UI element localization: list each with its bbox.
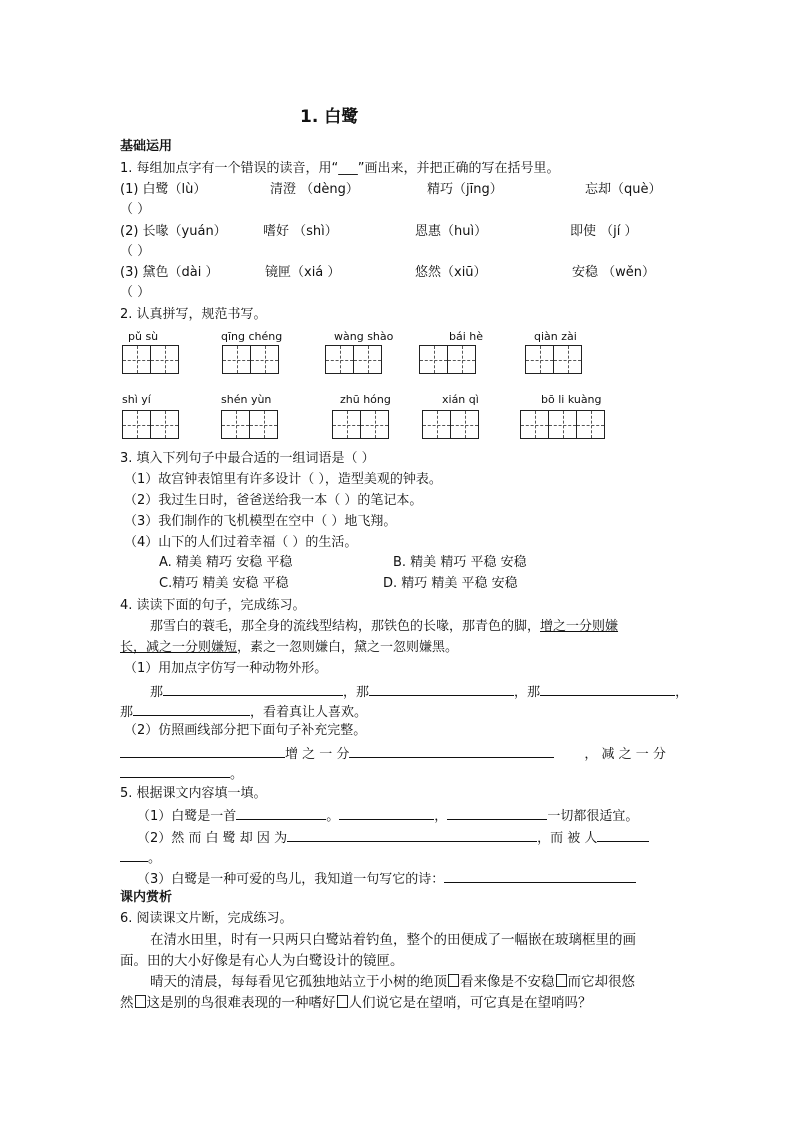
q3-option-d[interactable]: D. 精巧 精美 平稳 安稳 (383, 576, 518, 591)
q4-passage-underlined: 增之一分则嫌 (540, 619, 619, 634)
q5-text: 一切都很适宜。 (547, 809, 639, 824)
pinyin-shenyun: shén yùn (221, 393, 272, 406)
page-title: 1. 白鹭 (300, 107, 359, 127)
q1-row2-answer[interactable]: （ ） (120, 244, 151, 259)
answer-blank[interactable] (339, 806, 434, 820)
answer-blank[interactable] (447, 806, 547, 820)
text-tail: ，看着真让人喜欢。 (250, 705, 368, 720)
pinyin-wangshao: wàng shào (334, 330, 394, 343)
writing-grid[interactable] (422, 410, 479, 439)
q5-text: （2）然 而 白 鹭 却 因 为 (137, 831, 288, 846)
pinyin-bolikuang: bō li kuàng (541, 393, 602, 406)
text-period: 。 (148, 851, 162, 866)
text-na: 那 (527, 685, 541, 700)
q1-row3-c: 悠然（xiū） (415, 265, 487, 280)
q1-row2-c: 恩惠（huì） (415, 224, 488, 239)
q3-option-a[interactable]: A. 精美 精巧 安稳 平稳 (159, 555, 293, 570)
q6-text: 而它却很悠 (567, 974, 635, 990)
q3-option-b[interactable]: B. 精美 精巧 平稳 安稳 (393, 555, 527, 570)
q1-row1-c: 精巧（jīng） (427, 182, 503, 197)
q4-passage-line1 (150, 618, 618, 636)
q6-passage-line2: 面。田的大小好像是有心人为白鹭设计的镜匣。 (120, 953, 404, 969)
q5-text: 。 (326, 809, 340, 824)
q1-row2-d: 即使 （jí ） (570, 224, 638, 239)
q1-row1-answer[interactable]: （ ） (120, 202, 151, 217)
q3-sentence-3: （3）我们制作的飞机模型在空中（ ）地飞翔。 (124, 514, 397, 529)
q1-row3-a: (3) 黛色（dài ） (120, 265, 219, 280)
answer-blank[interactable] (444, 869, 636, 883)
q3-sentence-1: （1）故宫钟表馆里有许多设计（ ），造型美观的钟表。 (124, 472, 442, 487)
q4-sub2-line1 (120, 744, 666, 764)
q1-row2-a: (2) 长喙（yuán） (120, 224, 227, 239)
q1-row1-a: (1) 白鹭（lù） (120, 182, 207, 197)
q6-text: 这是别的鸟很难表现的一种嗜好 (146, 995, 336, 1011)
q6-text: 晴天的清晨，每每看见它孤独地站立于小树的绝顶 (150, 974, 447, 990)
answer-blank[interactable] (163, 682, 343, 696)
answer-blank[interactable] (120, 848, 148, 862)
q5-line1 (137, 806, 638, 826)
q4-passage-underlined: 长，减之一分则嫌短 (120, 640, 238, 655)
writing-grid[interactable] (122, 345, 179, 374)
writing-grid[interactable] (332, 410, 389, 439)
q4-sub1-line1 (150, 682, 688, 702)
pinyin-xianqi: xián qì (442, 393, 479, 406)
q6-passage-line3 (150, 973, 635, 991)
pinyin-baihe: bái hè (449, 330, 484, 343)
q1-row3-answer[interactable]: （ ） (120, 285, 151, 300)
section-heading-basic: 基础运用 (120, 139, 173, 154)
answer-blank[interactable] (540, 682, 675, 696)
text-zeng: 增 之 一 分 (285, 747, 350, 762)
q5-text: （3）白鹭是一种可爱的鸟儿，我知道一句写它的诗： (137, 872, 445, 887)
writing-grid[interactable] (525, 345, 582, 374)
q1-row1-b: 清澄 （dèng） (270, 182, 359, 197)
writing-grid[interactable] (520, 410, 605, 439)
pinyin-qingcheng: qīng chéng (221, 330, 283, 343)
q1-row3-d: 安稳 （wěn） (572, 265, 656, 280)
q4-sub2: （2）仿照画线部分把下面句子补充完整。 (124, 723, 367, 738)
answer-blank[interactable] (236, 806, 326, 820)
pinyin-qianzai: qiàn zài (534, 330, 577, 343)
answer-blank[interactable] (120, 764, 230, 778)
q1-row2-b: 嗜好 （shì） (263, 224, 338, 239)
q6-text: 然 (120, 995, 134, 1011)
answer-blank[interactable] (120, 744, 285, 758)
text-na: 那 (356, 685, 370, 700)
q1-row1-d: 忘却（què） (585, 182, 662, 197)
answer-blank[interactable] (369, 682, 514, 696)
q3-option-c[interactable]: C.精巧 精美 安稳 平稳 (159, 576, 289, 591)
text-jian: ， 减 之 一 分 (584, 747, 666, 762)
q3-sentence-2: （2）我过生日时，爸爸送给我一本（ ）的笔记本。 (124, 493, 423, 508)
q4-passage-text: 那雪白的蓑毛，那全身的流线型结构，那铁色的长喙，那青色的脚， (150, 619, 541, 634)
q3-sentence-4: （4）山下的人们过着幸福（ ）的生活。 (124, 535, 358, 550)
answer-blank[interactable] (287, 828, 537, 842)
text-comma: ， (514, 685, 528, 700)
writing-grid[interactable] (325, 345, 382, 374)
q5-text: ，而 被 人 (537, 831, 598, 846)
q2-stem: 2. 认真拼写，规范书写。 (120, 307, 267, 322)
punctuation-box[interactable] (556, 974, 567, 987)
q6-stem: 6. 阅读课文片断，完成练习。 (120, 911, 293, 926)
pinyin-pusu: pǔ sù (128, 330, 159, 343)
q6-passage-line4 (120, 994, 592, 1012)
answer-blank[interactable] (349, 744, 554, 758)
writing-grid[interactable] (221, 410, 278, 439)
writing-grid[interactable] (122, 410, 179, 439)
q5-stem: 5. 根据课文内容填一填。 (120, 786, 267, 801)
text-na: 那 (150, 685, 164, 700)
q4-sub2-line2 (120, 764, 243, 784)
q6-passage-line1: 在清水田里，时有一只两只白鹭站着钓鱼，整个的田便成了一幅嵌在玻璃框里的画 (150, 932, 636, 948)
q1-stem: 1. 每组加点字有一个错误的读音，用“___”画出来，并把正确的写在括号里。 (120, 161, 560, 176)
text-na: 那 (120, 705, 134, 720)
answer-blank[interactable] (133, 702, 250, 716)
q5-line2-cont (120, 848, 161, 868)
pinyin-shiyi: shì yí (122, 393, 151, 406)
q6-text: 看来像是不安稳 (460, 974, 555, 990)
q4-passage-text: ，素之一忽则嫌白，黛之一忽则嫌黑。 (237, 640, 459, 655)
q4-sub1: （1）用加点字仿写一种动物外形。 (124, 661, 328, 676)
q5-text: ， (434, 809, 448, 824)
q6-text: 人们说它是在望哨，可它真是在望哨吗？ (348, 995, 592, 1011)
pinyin-zhuhong: zhū hóng (340, 393, 391, 406)
q4-passage-line2 (120, 639, 458, 657)
q5-line2 (137, 828, 649, 848)
q4-stem: 4. 读读下面的句子，完成练习。 (120, 598, 306, 613)
q3-stem: 3. 填入下列句子中最合适的一组词语是（ ） (120, 451, 375, 466)
writing-grid[interactable] (419, 345, 476, 374)
punctuation-box[interactable] (135, 995, 146, 1008)
section-heading-reading: 课内赏析 (120, 890, 173, 905)
punctuation-box[interactable] (337, 995, 348, 1008)
text-period: 。 (230, 767, 244, 782)
q5-line3 (137, 869, 636, 889)
q5-text: （1）白鹭是一首 (137, 809, 237, 824)
answer-blank[interactable] (597, 828, 649, 842)
punctuation-box[interactable] (448, 974, 459, 987)
q1-row3-b: 镜匣（xiá ） (265, 265, 341, 280)
writing-grid[interactable] (222, 345, 279, 374)
text-comma: ， (675, 685, 689, 700)
text-comma: ， (343, 685, 357, 700)
q4-sub1-line2 (120, 702, 367, 722)
